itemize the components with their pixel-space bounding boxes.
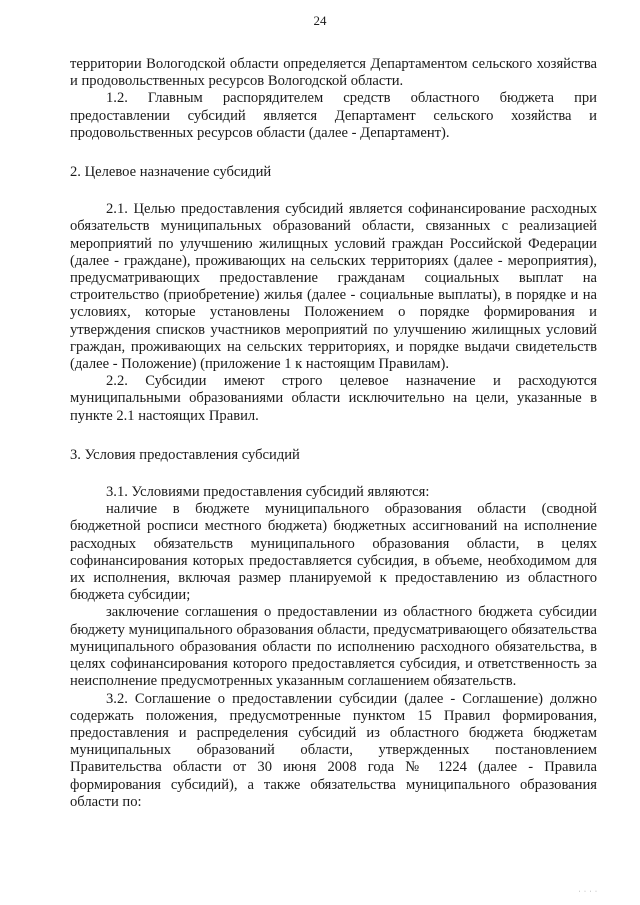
paragraph-3-1-condition-2: заключение соглашения о предоставлении из областного бюджета субсидии бюджету муниципального образования области, предусматривающего обязательства муниципального образования области по исполнению расходного обязательства, в целях софинансирования которого предоставляется субсидия, и ответственность за неисполнение предусмотренных указанным соглашением обязательств.	[70, 604, 597, 690]
page-number: 24	[313, 13, 327, 28]
paragraph-3-1-condition-1: наличие в бюджете муниципального образования области (сводной бюджетной росписи местного бюджета) бюджетных ассигнований на исполнение расходных обязательств муниципального образования области, в целях софинансирования которых предоставляется субсидия, в объеме, необходимом для их исполнения, включая размер планируемой к предоставлению из областного бюджета субсидии;	[70, 501, 597, 604]
paragraph-3-1: 3.1. Условиями предоставления субсидий являются:	[106, 484, 430, 501]
document-body	[70, 56, 597, 811]
section-2-heading: 2. Целевое назначение субсидий	[70, 164, 272, 181]
paragraph-1-2: 1.2. Главным распорядителем средств областного бюджета при предоставлении субсидий является Департамент сельского хозяйства и продовольственных ресурсов области (далее - Департамент).	[70, 90, 597, 141]
paragraph-2-1: 2.1. Целью предоставления субсидий является софинансирование расходных обязательств муниципальных образований области, связанных с реализацией мероприятий по улучшению жилищных условий граждан Российской Федерации (далее - граждане), проживающих на сельских территориях (далее - мероприятия), предусматривающих предоставление гражданам социальных выплат на строительство (приобретение) жилья (далее - социальные выплаты), в порядке и на условиях, которые установлены Положением о порядке формирования и утверждения списков участников мероприятий по улучшению жилищных условий граждан, проживающих на сельских территориях, и порядке выдачи свидетельств (далее - Положение) (приложение 1 к настоящим Правилам).	[70, 201, 597, 373]
scan-mark: · · · ·	[578, 889, 598, 895]
paragraph-2-2: 2.2. Субсидии имеют строго целевое назначение и расходуются муниципальными образованиями области исключительно на цели, указанные в пункте 2.1 настоящих Правил.	[70, 373, 597, 424]
paragraph-continuation: территории Вологодской области определяется Департаментом сельского хозяйства и продовольственных ресурсов Вологодской области.	[70, 56, 597, 90]
section-3-heading: 3. Условия предоставления субсидий	[70, 446, 300, 463]
paragraph-3-2: 3.2. Соглашение о предоставлении субсидии (далее - Соглашение) должно содержать положения, предусмотренные пунктом 15 Правил формирования, предоставления и распределения субсидий из областного бюджета бюджетам муниципальных образований области, утвержденных постановлением Правительства области от 30 июня 2008 года № 1224 (далее - Правила формирования субсидий), а также обязательства муниципального образования области по:	[70, 690, 597, 810]
